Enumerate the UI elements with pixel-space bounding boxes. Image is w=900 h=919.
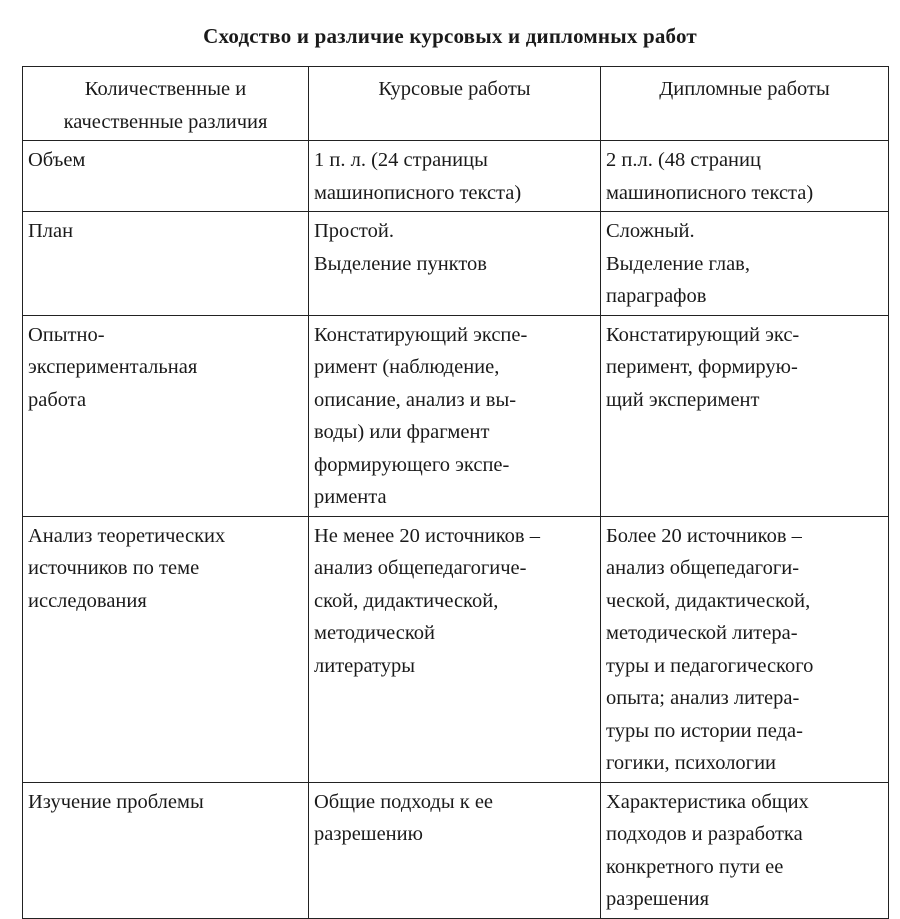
cell-line: римент (наблюдение, bbox=[314, 356, 500, 378]
cell-line: Выделение глав, bbox=[606, 252, 750, 275]
cell-line: План bbox=[28, 220, 74, 242]
cell-line: методической литера- bbox=[606, 622, 798, 644]
cell-coursework bbox=[309, 212, 601, 316]
cell-line: экспериментальная bbox=[28, 356, 198, 378]
cell-line: литературы bbox=[314, 654, 416, 677]
header-line: качественные различия bbox=[63, 110, 268, 133]
table-row bbox=[23, 315, 889, 516]
cell-line: машинописного текста) bbox=[314, 181, 522, 204]
cell-line: 2 п.л. (48 страниц bbox=[606, 149, 761, 171]
cell-line: описание, анализ и вы- bbox=[314, 388, 517, 411]
cell-line: источников по теме bbox=[28, 557, 200, 579]
cell-line: Не менее 20 источников – bbox=[314, 524, 540, 547]
cell-line: формирующего экспе- bbox=[314, 453, 510, 476]
cell-line: туры по истории педа- bbox=[606, 719, 803, 742]
cell-line: Опытно- bbox=[28, 323, 105, 346]
cell-line: гогики, психологии bbox=[606, 752, 777, 774]
header-diploma bbox=[601, 67, 889, 141]
cell-line: римента bbox=[314, 486, 387, 508]
cell-diploma bbox=[601, 141, 889, 212]
cell-criterion bbox=[23, 212, 309, 316]
cell-line: параграфов bbox=[606, 285, 707, 307]
header-line: Курсовые работы bbox=[378, 78, 531, 100]
cell-line: разрешению bbox=[314, 823, 423, 845]
cell-line: Сложный. bbox=[606, 220, 695, 242]
cell-criterion bbox=[23, 315, 309, 516]
cell-criterion bbox=[23, 141, 309, 212]
cell-criterion bbox=[23, 516, 309, 782]
cell-line: Констатирующий экспе- bbox=[314, 323, 528, 346]
cell-line: Более 20 источников – bbox=[606, 524, 802, 547]
comparison-table bbox=[22, 66, 889, 919]
cell-line: опыта; анализ литера- bbox=[606, 687, 800, 709]
table-header-row bbox=[23, 67, 889, 141]
cell-line: Анализ теоретических bbox=[28, 524, 226, 547]
cell-coursework bbox=[309, 315, 601, 516]
cell-line: разрешения bbox=[606, 888, 710, 910]
cell-line: ской, дидактической, bbox=[314, 589, 499, 612]
cell-line: машинописного текста) bbox=[606, 181, 814, 204]
cell-line: методической bbox=[314, 622, 435, 644]
cell-line: конкретного пути ее bbox=[606, 855, 784, 878]
table-row bbox=[23, 212, 889, 316]
cell-line: анализ общепедагогиче- bbox=[314, 557, 527, 579]
table-row bbox=[23, 141, 889, 212]
cell-diploma bbox=[601, 516, 889, 782]
cell-line: ческой, дидактической, bbox=[606, 589, 811, 612]
cell-line: Выделение пунктов bbox=[314, 252, 487, 275]
header-line: Количественные и bbox=[84, 78, 247, 100]
cell-diploma bbox=[601, 212, 889, 316]
cell-coursework bbox=[309, 141, 601, 212]
header-coursework bbox=[309, 67, 601, 141]
table-row bbox=[23, 516, 889, 782]
cell-diploma bbox=[601, 315, 889, 516]
cell-line: Простой. bbox=[314, 220, 394, 242]
cell-line: Изучение проблемы bbox=[28, 790, 204, 813]
cell-line: анализ общепедагоги- bbox=[606, 557, 800, 579]
cell-line: щий эксперимент bbox=[606, 388, 760, 411]
header-criteria bbox=[23, 67, 309, 141]
cell-line: исследования bbox=[28, 589, 147, 612]
cell-coursework bbox=[309, 516, 601, 782]
cell-line: Констатирующий экс- bbox=[606, 323, 800, 346]
cell-line: 1 п. л. (24 страницы bbox=[314, 149, 488, 171]
cell-line: работа bbox=[28, 388, 87, 411]
cell-line: Объем bbox=[28, 149, 86, 171]
cell-line: Общие подходы к ее bbox=[314, 790, 494, 813]
header-line: Дипломные работы bbox=[659, 78, 830, 100]
document-title: Сходство и различие курсовых и дипломных работ bbox=[203, 24, 697, 48]
cell-line: туры и педагогического bbox=[606, 654, 814, 677]
cell-line: воды) или фрагмент bbox=[314, 421, 490, 443]
cell-line: Характеристика общих bbox=[606, 790, 809, 813]
cell-line: перимент, формирую- bbox=[606, 356, 798, 378]
cell-line: подходов и разработка bbox=[606, 823, 803, 845]
